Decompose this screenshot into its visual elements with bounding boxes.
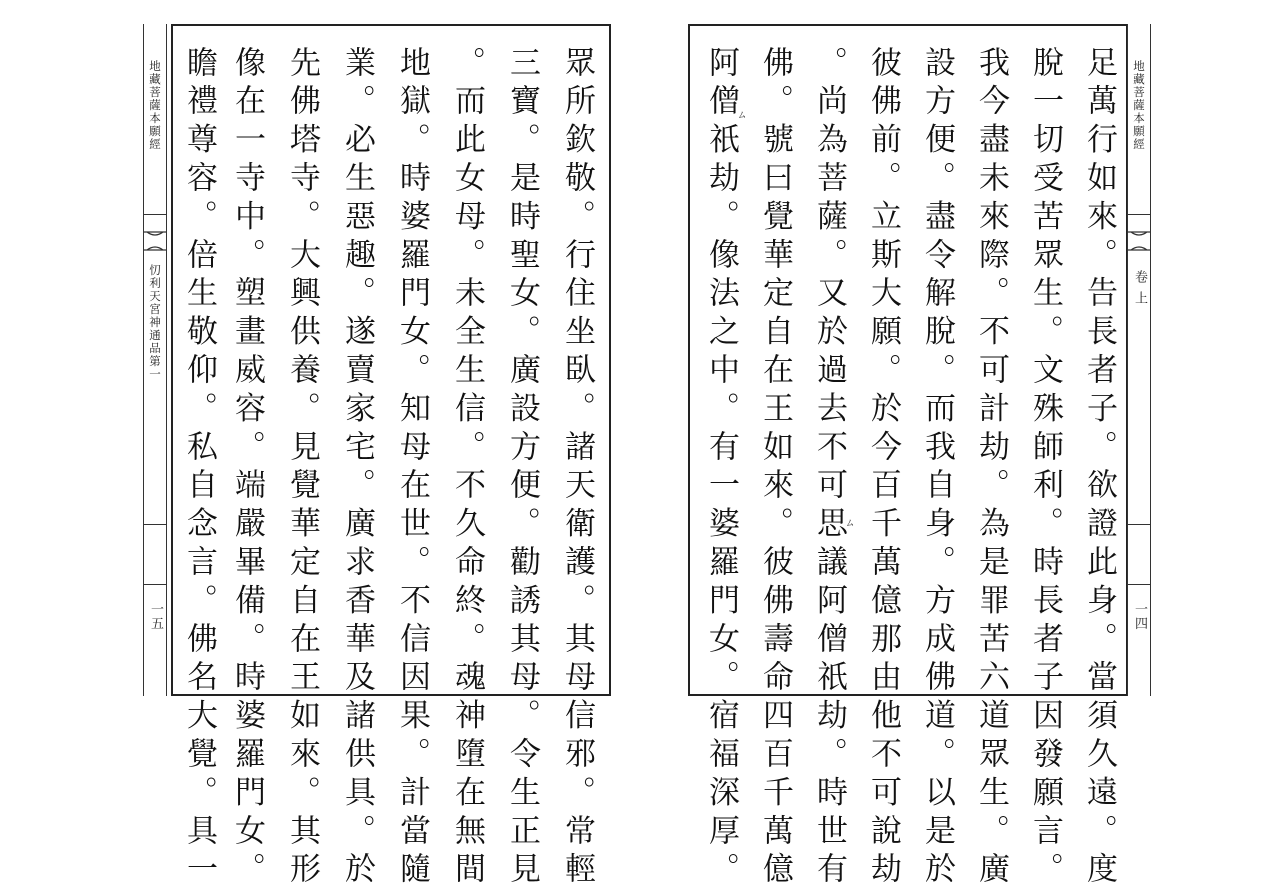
right-gutter bbox=[1127, 24, 1151, 696]
text-column: 設方便。盡令解脫。而我自身。方成佛道。以是於 bbox=[919, 46, 955, 891]
right-page bbox=[688, 24, 1151, 891]
left-gutter bbox=[143, 24, 167, 696]
text-column: 我今盡未來際。不可計劫。為是罪苦六道眾生。廣 bbox=[973, 46, 1009, 891]
text-column: 地獄。時婆羅門女。知母在世。不信因果。計當隨 bbox=[394, 46, 430, 891]
text-column: 眾所欽敬。行住坐臥。諸天衛護。其母信邪。常輕 bbox=[559, 46, 595, 891]
text-column: 先佛塔寺。大興供養。見覺華定自在王如來。其形 bbox=[284, 46, 320, 891]
page-number: 一四 bbox=[1132, 602, 1147, 631]
page-number: 一五 bbox=[148, 602, 163, 631]
text-column: 瞻禮尊容。倍生敬仰。私自念言。佛名大覺。具一 bbox=[181, 46, 217, 891]
annotation-mark: ㄙ bbox=[845, 518, 855, 529]
gutter-book-title: 地藏菩薩本願經 bbox=[1132, 60, 1146, 151]
text-column: 佛。號曰覺華定自在王如來。彼佛壽命四百千萬億 bbox=[757, 46, 793, 891]
text-column: 阿僧祇劫。像法之中。有一婆羅門女。宿福深厚。 bbox=[703, 46, 739, 891]
text-column: 。而此女母。未全生信。不久命終。魂神墮在無間 bbox=[449, 46, 485, 891]
annotation-mark: ㄙ bbox=[737, 110, 747, 121]
text-column: 。尚為菩薩。又於過去不可思議阿僧祇劫。時世有 bbox=[811, 46, 847, 891]
gutter-book-title: 地藏菩薩本願經 bbox=[148, 60, 162, 151]
right-text-frame bbox=[688, 24, 1128, 891]
gutter-chapter-title: 卷上 bbox=[1132, 270, 1147, 312]
gutter-chapter-title: 忉利天宮神通品第一 bbox=[148, 264, 162, 381]
left-page bbox=[143, 24, 611, 891]
text-column: 業。必生惡趣。遂賣家宅。廣求香華及諸供具。於 bbox=[339, 46, 375, 891]
text-column: 彼佛前。立斯大願。於今百千萬億那由他不可說劫 bbox=[865, 46, 901, 891]
text-column: 脫一切受苦眾生。文殊師利。時長者子因發願言。 bbox=[1027, 46, 1063, 891]
text-column: 三寶。是時聖女。廣設方便。勸誘其母。令生正見 bbox=[504, 46, 540, 891]
text-column: 足萬行如來。告長者子。欲證此身。當須久遠。度 bbox=[1081, 46, 1117, 891]
fish-tail-ornament bbox=[1127, 228, 1151, 254]
left-text-frame bbox=[171, 24, 611, 891]
fish-tail-ornament bbox=[143, 228, 167, 254]
text-column: 像在一寺中。塑畫威容。端嚴畢備。時婆羅門女。 bbox=[229, 46, 265, 891]
